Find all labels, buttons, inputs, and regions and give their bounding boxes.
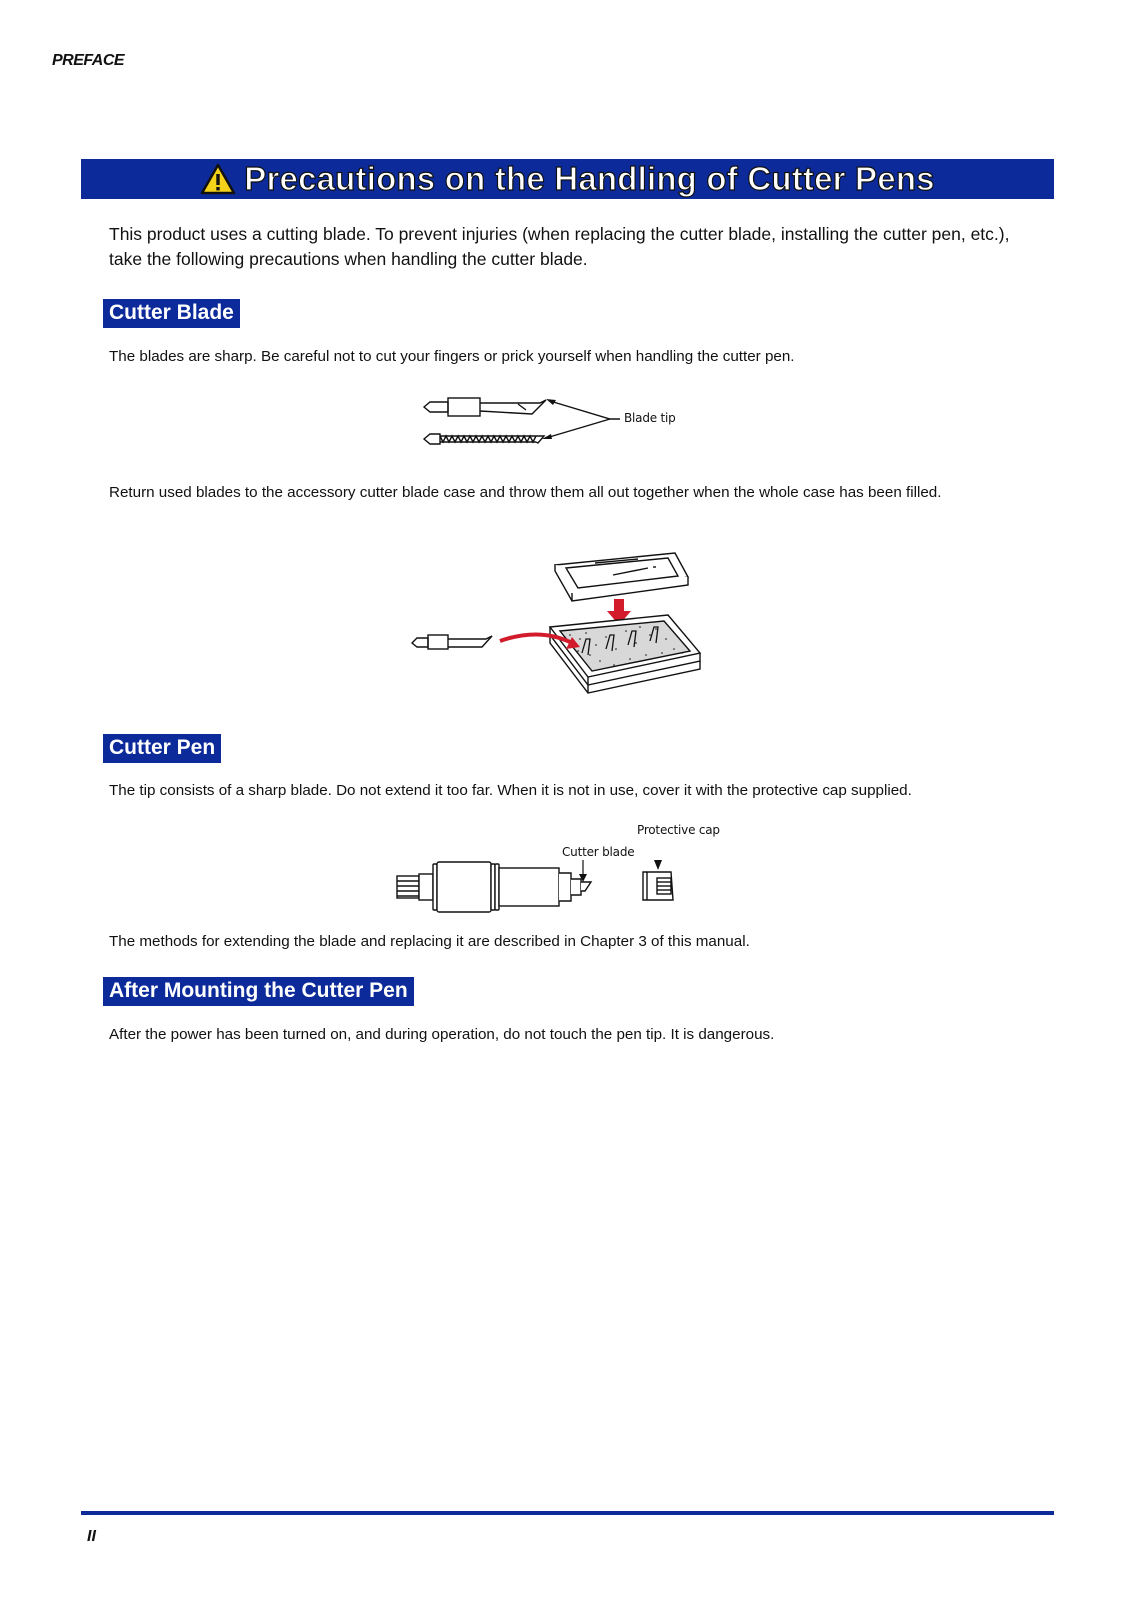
cutter-blade-paragraph-1: The blades are sharp. Be careful not to cut your fingers or prick yourself when handling the cutter pen. — [109, 348, 795, 365]
cutter-blade-paragraph-2: Return used blades to the accessory cutter blade case and throw them all out together when the whole case has been filled. — [109, 484, 942, 501]
spring — [440, 436, 536, 442]
loose-cutter-blade — [412, 635, 492, 649]
blade-shaft — [480, 400, 546, 414]
running-head: PREFACE — [52, 52, 125, 69]
leader-line-upper — [550, 401, 620, 419]
cutter-blade-lower — [424, 434, 440, 444]
footer-rule — [81, 1511, 1054, 1515]
blade-collar — [448, 398, 480, 416]
cutter-pen-paragraph-1: The tip consists of a sharp blade. Do not extend it too far. When it is not in use, cover it with the protective cap supplied. — [109, 782, 912, 799]
cutter-pen-figure — [395, 860, 705, 922]
page-title-bar — [81, 159, 1054, 199]
page-title: Precautions on the Handling of Cutter Pens — [244, 160, 935, 197]
blade-case-base — [550, 615, 700, 693]
protective-cap-label: Protective cap — [637, 823, 720, 837]
cutter-pen-paragraph-2: The methods for extending the blade and replacing it are described in Chapter 3 of this manual. — [109, 933, 750, 950]
blade-tip-figure — [420, 393, 630, 455]
pen-knob — [397, 876, 419, 898]
section-heading-cutter-blade: Cutter Blade — [103, 299, 240, 328]
warning-triangle-icon — [200, 163, 236, 195]
blade-tip-label: Blade tip — [624, 411, 676, 425]
cutter-blade-upper — [424, 402, 448, 412]
blade-case-lid — [555, 553, 688, 601]
page-number: II — [87, 1528, 96, 1545]
intro-paragraph: This product uses a cutting blade. To prevent injuries (when replacing the cutter blade, installing the cutter pen, etc.), take the following precautions when handling the cutter blade. — [109, 224, 1010, 269]
section-heading-cutter-pen: Cutter Pen — [103, 734, 221, 763]
pen-body — [499, 868, 559, 906]
section-heading-after-mounting: After Mounting the Cutter Pen — [103, 977, 414, 1006]
protective-cap — [643, 872, 673, 900]
after-mounting-paragraph: After the power has been turned on, and during operation, do not touch the pen tip. It is dangerous. — [109, 1026, 775, 1043]
pen-blade-tip — [581, 882, 591, 891]
cutter-blade-label: Cutter blade — [562, 845, 635, 859]
leader-line-lower — [546, 419, 610, 438]
blade-case-figure — [410, 535, 730, 715]
